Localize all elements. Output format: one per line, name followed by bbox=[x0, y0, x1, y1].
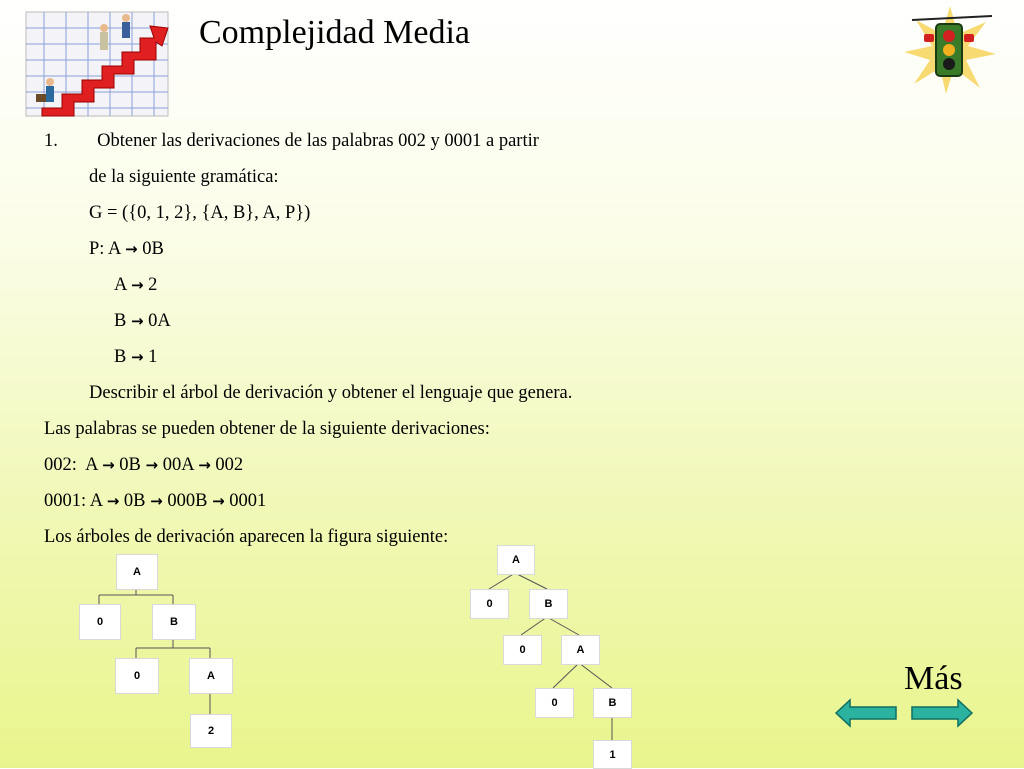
grammar-definition: G = ({0, 1, 2}, {A, B}, A, P}) bbox=[89, 203, 311, 223]
arrow-icon: → bbox=[102, 456, 115, 474]
problem-line-2: de la siguiente gramática: bbox=[89, 167, 279, 187]
tree2-node-0: 0 bbox=[470, 589, 509, 619]
tree2-node-A-root: A bbox=[497, 545, 535, 575]
tree2-node-B-level4: B bbox=[593, 688, 632, 718]
derivation-002: 002: A → 0B → 00A → 002 bbox=[44, 455, 244, 475]
tree1-node-0: 0 bbox=[79, 604, 121, 640]
tree2-node-0-level3: 0 bbox=[503, 635, 542, 665]
tree2-node-0-level4: 0 bbox=[535, 688, 574, 718]
arrow-icon: → bbox=[125, 240, 138, 258]
tree1-node-0-level3: 0 bbox=[115, 658, 159, 694]
problem-task: Describir el árbol de derivación y obtener el lenguaje que genera. bbox=[89, 383, 573, 403]
traffic-light-clipart-image bbox=[902, 4, 998, 96]
problem-statement: Obtener las derivaciones de las palabras 002 y 0001 a partir bbox=[97, 131, 539, 151]
arrow-icon: → bbox=[130, 276, 144, 294]
production-3: B → 0A bbox=[114, 311, 171, 331]
right-arrow-icon bbox=[912, 700, 972, 726]
arrow-icon: → bbox=[150, 492, 163, 510]
arrow-icon: → bbox=[130, 348, 144, 366]
arrow-icon: → bbox=[106, 492, 120, 510]
production-1: P: A → 0B bbox=[89, 239, 164, 259]
tree1-node-A: A bbox=[189, 658, 233, 694]
tree2-node-A: A bbox=[561, 635, 600, 665]
production-2: A → 2 bbox=[114, 275, 158, 295]
problem-line-1 bbox=[44, 130, 539, 152]
stairs-clipart-image bbox=[22, 8, 172, 120]
left-arrow-icon bbox=[836, 700, 896, 726]
tree1-node-2: 2 bbox=[190, 714, 232, 748]
arrow-icon: → bbox=[145, 456, 159, 474]
back-button[interactable] bbox=[834, 697, 898, 729]
solution-intro: Las palabras se pueden obtener de la siguiente derivaciones: bbox=[44, 419, 490, 439]
more-label: Más bbox=[904, 660, 963, 697]
arrow-icon: → bbox=[212, 492, 225, 510]
production-4: B → 1 bbox=[114, 347, 158, 367]
forward-button[interactable] bbox=[910, 697, 974, 729]
tree1-node-A-root: A bbox=[116, 554, 158, 590]
arrow-icon: → bbox=[130, 312, 144, 330]
arrow-icon: → bbox=[198, 456, 211, 474]
tree2-node-1: 1 bbox=[593, 740, 632, 769]
figure-caption: Los árboles de derivación aparecen la figura siguiente: bbox=[44, 527, 449, 547]
derivation-0001: 0001: A → 0B → 000B → 0001 bbox=[44, 491, 267, 511]
page-title: Complejidad Media bbox=[199, 14, 471, 51]
tree1-node-B: B bbox=[152, 604, 196, 640]
tree2-node-B: B bbox=[529, 589, 568, 619]
problem-number: 1. bbox=[44, 131, 58, 151]
